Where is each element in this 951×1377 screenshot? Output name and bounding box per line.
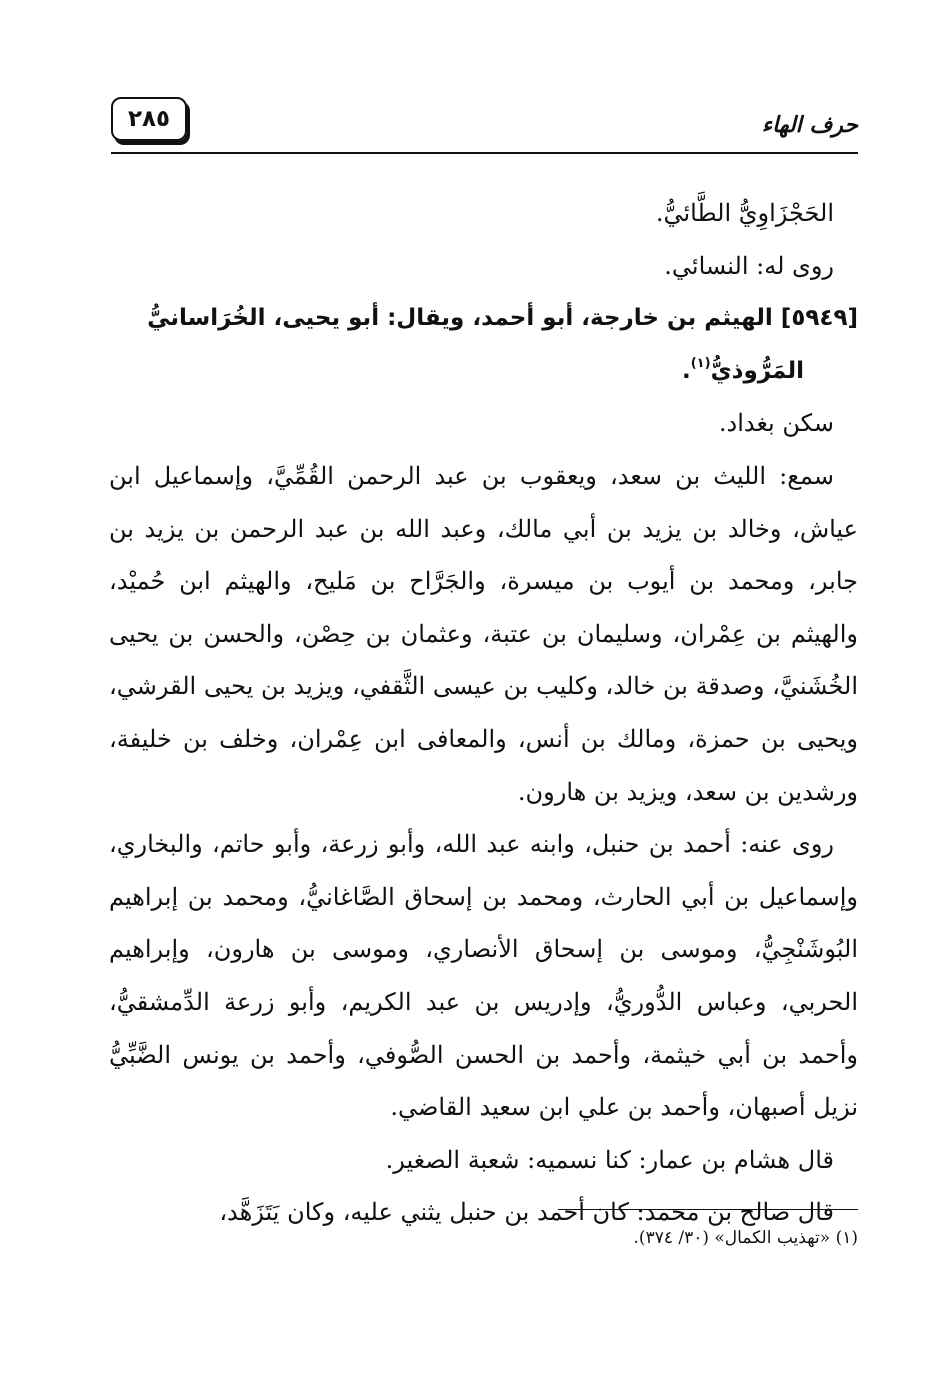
entry-heading-end: .	[681, 357, 691, 384]
heard-from-paragraph: سمع: الليث بن سعد، ويعقوب بن عبد الرحمن القُمِّيَّ، وإسماعيل ابن عياش، وخالد بن يزيد بن أبي مالك، وعبد الله بن عبد الرحمن بن يزيد بن جابر، ومحمد بن أيوب بن ميسرة، والجَرَّاح بن مَليح، والهيثم ابن حُميْد، والهيثم بن عِمْران، وسليمان بن عتبة، وعثمان بن حِصْن، والحسن بن يحيى الخُشَنيَّ، وصدقة بن خالد، وكليب بن عيسى الثَّقفي، ويزيد بن يحيى القرشي، ويحيى بن حمزة، ومالك بن أنس، والمعافى ابن عِمْران، وخلف بن خليفة، ورشدين بن سعد، ويزيد بن هارون.	[109, 461, 859, 806]
text-line: روى له: النسائي.	[664, 251, 834, 280]
page-number: ٢٨٥	[111, 97, 187, 141]
entry-heading-line1: [٥٩٤٩] الهيثم بن خارجة، أبو أحمد، ويقال: أبو يحيى، الخُرَاسانيُّ	[147, 305, 858, 332]
narrated-by-paragraph: روى عنه: أحمد بن حنبل، وابنه عبد الله، وأبو زرعة، وأبو حاتم، والبخاري، وإسماعيل بن أبي الحارث، ومحمد بن إسحاق الصَّاغانيُّ، ومحمد بن إبراهيم البُوشَنْجِيُّ، وموسى بن إسحاق الأنصاري، وموسى بن هارون، وإبراهيم الحربي، وعباس الدُّوريُّ، وإدريس بن عبد الكريم، وأبو زرعة الدِّمشقيُّ، وأحمد بن أبي خيثمة، وأحمد بن الحسن الصُّوفي، وأحمد بن يونس الضَّبِّيُّ نزيل أصبهان، وأحمد بن علي ابن سعيد القاضي.	[109, 830, 858, 1122]
main-text	[109, 187, 858, 1239]
text-line: قال صالح بن محمد: كان أحمد بن حنبل يثني عليه، وكان يَتَزَهَّد،	[219, 1198, 834, 1227]
text-line: الحَجْزَاوِيُّ الطَّائيُّ.	[655, 199, 834, 227]
header-divider	[111, 152, 858, 154]
footnote-divider	[558, 1209, 858, 1210]
footnote: (١) «تهذيب الكمال» (٣٠/ ٣٧٤).	[633, 1228, 858, 1248]
text-line: قال هشام بن عمار: كنا نسميه: شعبة الصغير.	[385, 1145, 834, 1174]
entry-heading-line2: المَرُّوذيُّ	[710, 357, 804, 384]
chapter-title: حرف الهاء	[761, 112, 858, 138]
entry-heading	[109, 292, 858, 397]
footnote-ref[interactable]: (١)	[690, 355, 711, 371]
text-line: سكن بغداد.	[718, 409, 834, 438]
